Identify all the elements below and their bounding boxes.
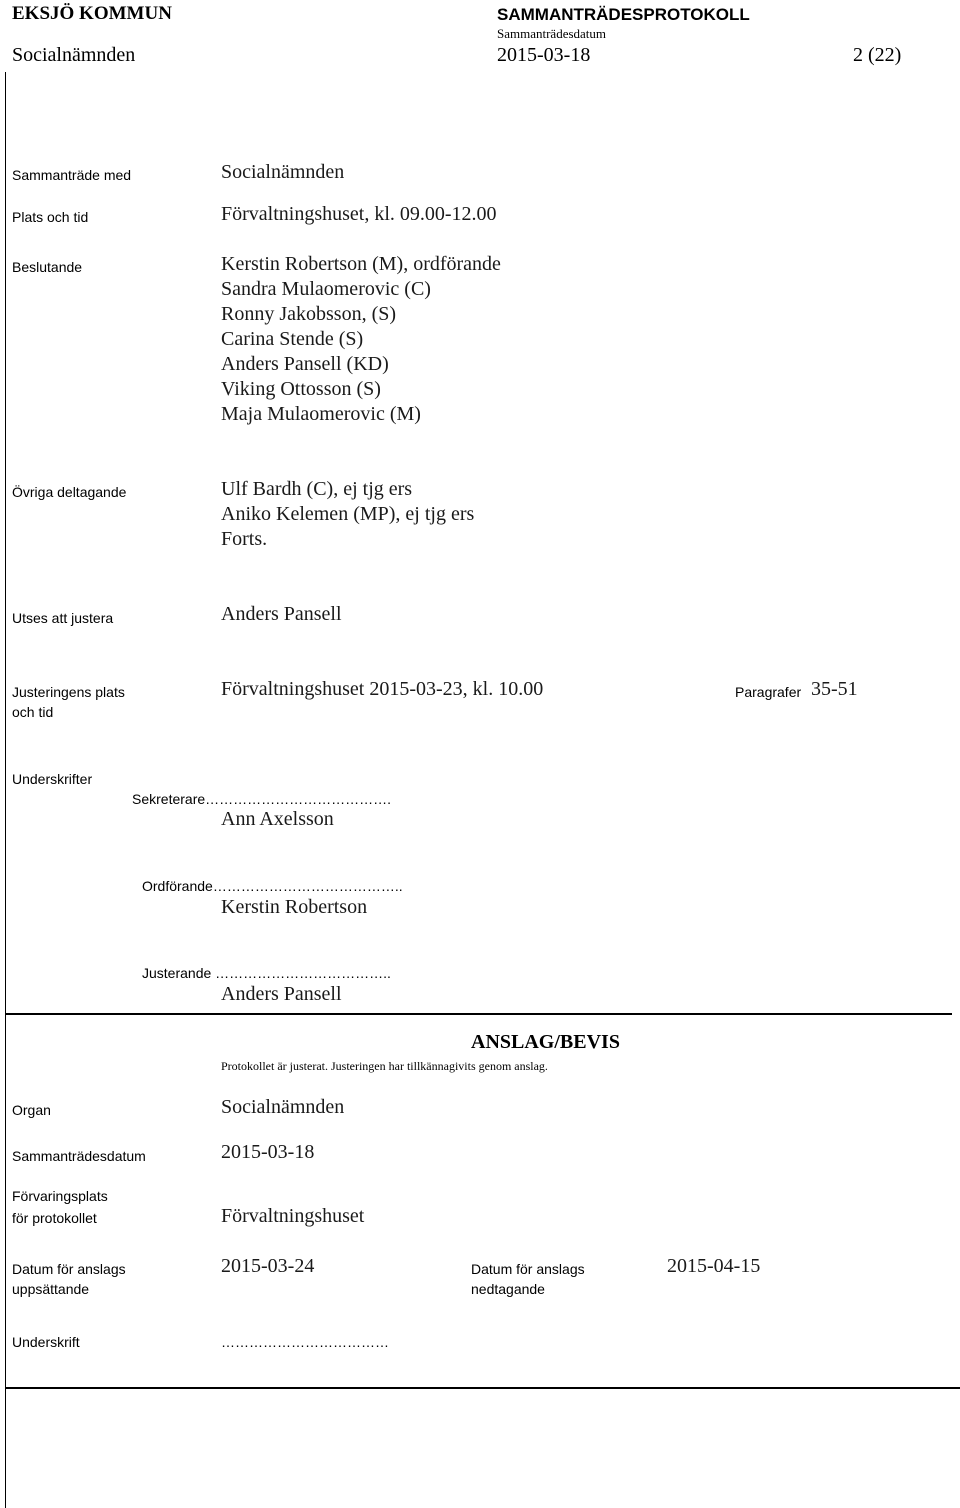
place-time-value: Förvaltningshuset, kl. 09.00-12.00 bbox=[221, 203, 497, 225]
anslag-note: Protokollet är justerat. Justeringen har tillkännagivits genom anslag. bbox=[221, 1059, 548, 1073]
municipality-name: EKSJÖ KOMMUN bbox=[12, 3, 172, 24]
decision-maker: Viking Ottosson (S) bbox=[221, 378, 381, 400]
place-time-label: Plats och tid bbox=[12, 209, 89, 225]
page-number: 2 (22) bbox=[853, 44, 902, 66]
decision-makers-label: Beslutande bbox=[12, 259, 83, 275]
meeting-with-label: Sammanträde med bbox=[12, 167, 132, 183]
date-caption: Sammanträdesdatum bbox=[497, 26, 607, 41]
adjuster-sign-label-text: Justerande bbox=[142, 965, 212, 981]
bottom-separator bbox=[5, 1387, 960, 1389]
organ-value: Socialnämnden bbox=[221, 1096, 345, 1118]
paragraphs-label: Paragrafer bbox=[735, 684, 802, 700]
header-committee: Socialnämnden bbox=[12, 44, 136, 66]
removed-date-label-cont: nedtagande bbox=[471, 1281, 545, 1297]
section-separator bbox=[5, 1013, 952, 1015]
other-participants-label: Övriga deltagande bbox=[12, 484, 127, 500]
decision-maker: Sandra Mulaomerovic (C) bbox=[221, 278, 431, 300]
adjuster-sign-label bbox=[142, 963, 391, 983]
adjustment-place-label-cont: och tid bbox=[12, 704, 54, 720]
adjustment-place-label: Justeringens plats bbox=[12, 684, 125, 700]
adjuster-sign-name: Anders Pansell bbox=[221, 983, 342, 1005]
secretary-signature-line: …………………………………. bbox=[205, 791, 392, 807]
chair-signature-line: ………………………………….. bbox=[212, 878, 403, 894]
decision-makers-list bbox=[221, 252, 501, 427]
storage-label-cont: för protokollet bbox=[12, 1210, 97, 1226]
document-type: SAMMANTRÄDESPROTOKOLL bbox=[497, 5, 750, 24]
chair-label bbox=[142, 876, 403, 896]
meeting-date-label: Sammanträdesdatum bbox=[12, 1148, 146, 1164]
signatures-label: Underskrifter bbox=[12, 771, 93, 787]
posted-date-label: Datum för anslags bbox=[12, 1261, 126, 1277]
removed-date-label: Datum för anslags bbox=[471, 1261, 585, 1277]
left-border-line bbox=[5, 72, 6, 1508]
posted-date-value: 2015-03-24 bbox=[221, 1255, 315, 1277]
decision-maker: Maja Mulaomerovic (M) bbox=[221, 403, 421, 425]
decision-maker: Ronny Jakobsson, (S) bbox=[221, 303, 397, 325]
decision-maker: Carina Stende (S) bbox=[221, 328, 364, 350]
other-participant: Aniko Kelemen (MP), ej tjg ers bbox=[221, 503, 475, 525]
anslag-signature-label: Underskrift bbox=[12, 1334, 80, 1350]
adjuster-value: Anders Pansell bbox=[221, 603, 342, 625]
secretary-name: Ann Axelsson bbox=[221, 808, 334, 830]
decision-maker: Kerstin Robertson (M), ordförande bbox=[221, 253, 501, 275]
adjuster-signature-line: ……………………………….. bbox=[215, 965, 391, 981]
organ-label: Organ bbox=[12, 1102, 51, 1118]
secretary-label-text: Sekreterare bbox=[132, 791, 206, 807]
chair-name: Kerstin Robertson bbox=[221, 896, 368, 918]
continued-note: Forts. bbox=[221, 528, 268, 550]
header-date: 2015-03-18 bbox=[497, 44, 591, 66]
removed-date-value: 2015-04-15 bbox=[667, 1255, 761, 1277]
secretary-label bbox=[132, 789, 391, 809]
storage-label: Förvaringsplats bbox=[12, 1188, 108, 1204]
adjuster-label: Utses att justera bbox=[12, 610, 114, 626]
anslag-signature-line: ……………………………… bbox=[221, 1334, 389, 1350]
meeting-with-value: Socialnämnden bbox=[221, 161, 345, 183]
anslag-title: ANSLAG/BEVIS bbox=[471, 1031, 620, 1053]
other-participant: Ulf Bardh (C), ej tjg ers bbox=[221, 478, 413, 500]
other-participants-list bbox=[221, 477, 474, 552]
chair-label-text: Ordförande bbox=[142, 878, 213, 894]
meeting-date-value: 2015-03-18 bbox=[221, 1141, 315, 1163]
storage-value: Förvaltningshuset bbox=[221, 1205, 365, 1227]
posted-date-label-cont: uppsättande bbox=[12, 1281, 90, 1297]
paragraphs-value: 35-51 bbox=[811, 678, 858, 700]
adjustment-place-value: Förvaltningshuset 2015-03-23, kl. 10.00 bbox=[221, 678, 544, 700]
decision-maker: Anders Pansell (KD) bbox=[221, 353, 389, 375]
